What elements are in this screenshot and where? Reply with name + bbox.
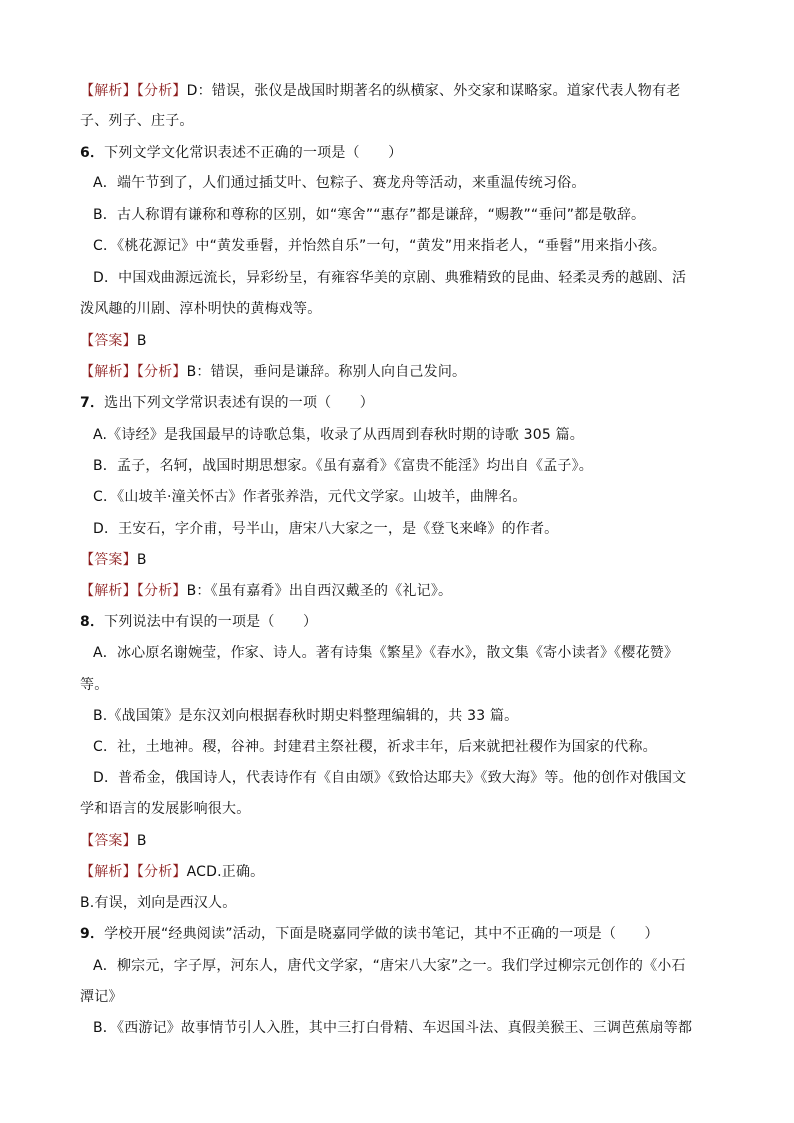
question-number: 7． [80, 395, 105, 411]
text-line [93, 268, 686, 288]
question-number: 9． [80, 926, 105, 942]
line-text: A．冰心原名谢婉莹，作家、诗人。著有诗集《繁星》《春水》，散文集《寄小读者》《樱花赞》 [93, 645, 679, 661]
line-text: ACD.正确。 [186, 864, 265, 880]
text-line [80, 799, 250, 819]
line-text: A．柳宗元，字子厚，河东人，唐代文学家，“唐宋八大家”之一。我们学过柳宗元创作的《小石 [93, 958, 686, 974]
text-line [80, 550, 147, 570]
line-text: 学和语言的发展影响很大。 [80, 801, 251, 817]
text-line [80, 675, 108, 695]
text-line [80, 362, 466, 382]
line-text: 泼风趣的川剧、淳朴明快的黄梅戏等。 [80, 301, 322, 317]
text-line [93, 737, 657, 757]
line-text: 等。 [80, 677, 109, 693]
text-line [80, 299, 321, 319]
line-text: B．《西游记》故事情节引人入胜，其中三打白骨精、车迟国斗法、真假美猴王、三调芭蕉扇等都 [93, 1020, 693, 1036]
line-text: C．《桃花源记》中“黄发垂髫，并怡然自乐”一句，“黄发”用来指老人，“垂髫”用来指小孩。 [93, 238, 667, 254]
line-text: B．古人称谓有谦称和尊称的区别，如“寒舍”“惠存”都是谦辞，“赐教”“垂问”都是敬辞。 [93, 207, 646, 223]
text-line [93, 425, 584, 445]
section-tag: 【答案】 [80, 833, 137, 849]
line-text: 潭记》 [80, 989, 123, 1005]
text-line [80, 111, 194, 131]
text-line [80, 581, 452, 601]
line-text: D：错误，张仪是战国时期著名的纵横家、外交家和谋略家。道家代表人物有老 [186, 83, 681, 99]
line-text: D．王安石，字介甫，号半山，唐宋八大家之一，是《登飞来峰》的作者。 [93, 521, 559, 537]
text-line [93, 487, 527, 507]
text-line [93, 173, 586, 193]
line-text: C．社，土地神。稷，谷神。封建君主祭社稷，祈求丰年，后来就把社稷作为国家的代称。 [93, 739, 657, 755]
text-line [80, 893, 236, 913]
text-line [80, 81, 680, 101]
section-tag: 【答案】 [80, 333, 137, 349]
line-text: B：《虽有嘉肴》出自西汉戴圣的《礼记》。 [186, 583, 453, 599]
text-line [80, 924, 659, 944]
text-line [80, 331, 147, 351]
question-number: 6． [80, 145, 105, 161]
section-tag: 【解析】【分析】 [80, 864, 187, 880]
text-line [93, 643, 678, 663]
text-line [93, 768, 686, 788]
text-line [93, 519, 558, 539]
section-tag: 【解析】【分析】 [80, 83, 187, 99]
line-text: 学校开展“经典阅读”活动，下面是晓嘉同学做的读书笔记，其中不正确的一项是（ ） [104, 926, 659, 942]
question-number: 8． [80, 614, 105, 630]
text-line [93, 456, 593, 476]
line-text: A.《诗经》是我国最早的诗歌总集，收录了从西周到春秋时期的诗歌 305 篇。 [93, 427, 585, 443]
section-tag: 【解析】【分析】 [80, 364, 187, 380]
line-text: D．中国戏曲源远流长，异彩纷呈，有雍容华美的京剧、典雅精致的昆曲、轻柔灵秀的越剧、活 [93, 270, 687, 286]
text-line [80, 987, 123, 1007]
section-tag: 【答案】 [80, 552, 137, 568]
line-text: B [136, 333, 147, 349]
text-line [80, 831, 147, 851]
text-line [80, 393, 374, 413]
line-text: B．孟子，名轲，战国时期思想家。《虽有嘉肴》《富贵不能淫》均出自《孟子》。 [93, 458, 594, 474]
text-line [80, 862, 264, 882]
text-line [93, 1018, 692, 1038]
section-tag: 【解析】【分析】 [80, 583, 187, 599]
text-line [80, 143, 402, 163]
line-text: 选出下列文学常识表述有误的一项（ ） [104, 395, 374, 411]
line-text: D．普希金，俄国诗人，代表诗作有《自由颂》《致恰达耶夫》《致大海》等。他的创作对俄国文 [93, 770, 687, 786]
text-line [93, 706, 518, 726]
line-text: B.有误，刘向是西汉人。 [80, 895, 237, 911]
line-text: 下列说法中有误的一项是（ ） [104, 614, 318, 630]
text-line [80, 612, 317, 632]
line-text: B.《战国策》是东汉刘向根据春秋时期史料整理编辑的，共 33 篇。 [93, 708, 519, 724]
line-text: 下列文学文化常识表述不正确的一项是（ ） [104, 145, 403, 161]
line-text: B：错误，垂问是谦辞。称别人向自己发问。 [186, 364, 467, 380]
line-text: B [136, 833, 147, 849]
line-text: B [136, 552, 147, 568]
line-text: C．《山坡羊·潼关怀古》作者张养浩，元代文学家。山坡羊，曲牌名。 [93, 489, 527, 505]
line-text: A．端午节到了，人们通过插艾叶、包粽子、赛龙舟等活动，来重温传统习俗。 [93, 175, 586, 191]
text-line [93, 956, 686, 976]
text-line [93, 236, 666, 256]
text-line [93, 205, 645, 225]
line-text: 子、列子、庄子。 [80, 113, 194, 129]
